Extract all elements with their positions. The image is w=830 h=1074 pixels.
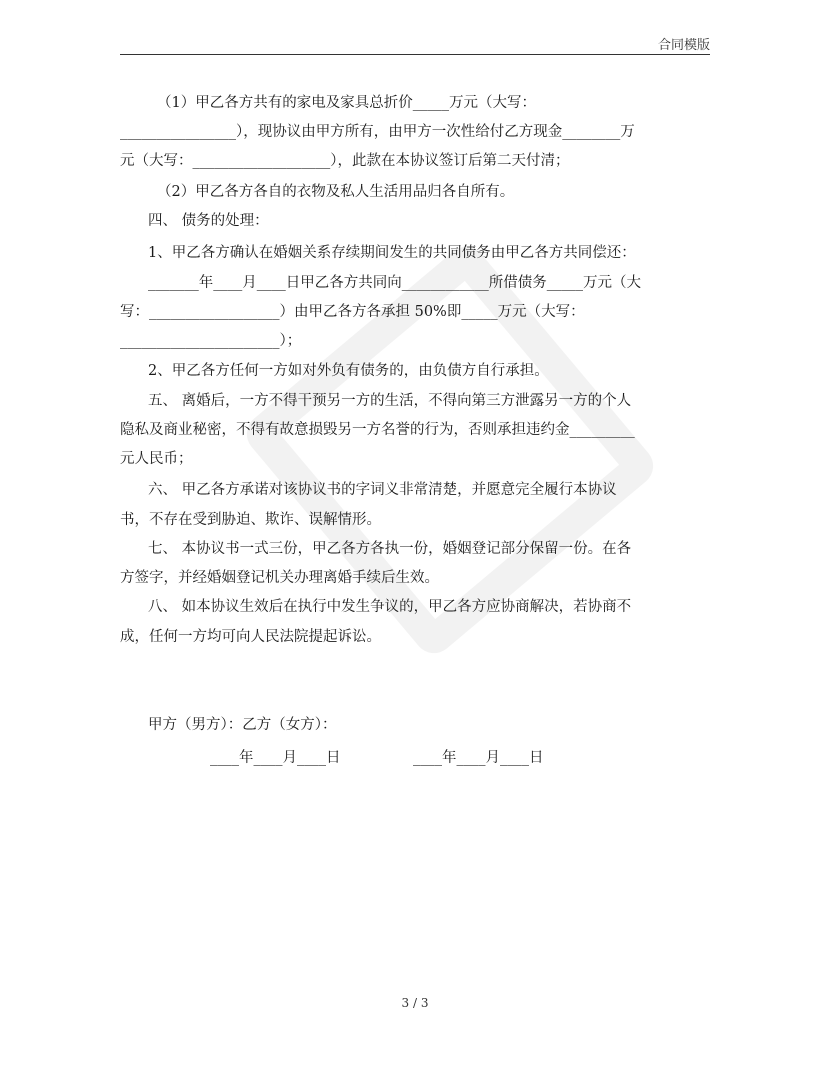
signature-date-party-b: ____年____月____日 — [413, 750, 544, 766]
body-line: 2、甲乙各方任何一方如对外负有债务的，由负债方自行承担。 — [148, 363, 549, 379]
body-line: 1、甲乙各方确认在婚姻关系存续期间发生的共同债务由甲乙各方共同偿还： — [148, 245, 636, 261]
body-line: 隐私及商业秘密，不得有故意损毁另一方名誉的行为，否则承担违约金_________ — [120, 422, 635, 438]
header-title: 合同模版 — [657, 38, 710, 53]
body-line: 元（大写：___________________），此款在本协议签订后第二天付清； — [120, 153, 570, 169]
body-line: 六、 甲乙各方承诺对该协议书的字词义非常清楚，并愿意完全履行本协议 — [148, 482, 617, 498]
signature-date-party-a: ____年____月____日 — [210, 750, 341, 766]
body-line: 七、 本协议书一式三份，甲乙各方各执一份，婚姻登记部分保留一份。在各 — [148, 541, 632, 557]
body-line: 成，任何一方均可向人民法院提起诉讼。 — [120, 629, 381, 645]
body-line: 方签字，并经婚姻登记机关办理离婚手续后生效。 — [120, 570, 439, 586]
body-line: （1）甲乙各方共有的家电及家具总折价_____万元（大写： — [157, 95, 536, 111]
header-divider — [120, 54, 710, 55]
body-line: 五、 离婚后，一方不得干预另一方的生活，不得向第三方泄露另一方的个人 — [148, 393, 632, 409]
body-line: ________________），现协议由甲方所有，由甲方一次性给付乙方现金________万 — [120, 124, 635, 140]
body-line: 四、 债务的处理： — [148, 213, 269, 229]
body-line: 八、 如本协议生效后在执行中发生争议的，甲乙各方应协商解决，若协商不 — [148, 599, 632, 615]
signature-parties: 甲方（男方）：乙方（女方）： — [148, 717, 337, 733]
body-line: _______年____月____日甲乙各方共同向____________所借债务_____万元（大 — [148, 275, 641, 291]
body-line: （2）甲乙各方各自的衣物及私人生活用品归各自所有。 — [157, 184, 515, 200]
body-line: 书，不存在受到胁迫、欺诈、误解情形。 — [120, 512, 381, 528]
body-line: 写：__________________）由甲乙各方各承担 50%即_____万元（大写： — [120, 304, 585, 320]
body-line: ______________________）； — [120, 333, 302, 349]
body-line: 元人民币； — [120, 451, 193, 467]
page-number: 3 / 3 — [401, 996, 429, 1010]
